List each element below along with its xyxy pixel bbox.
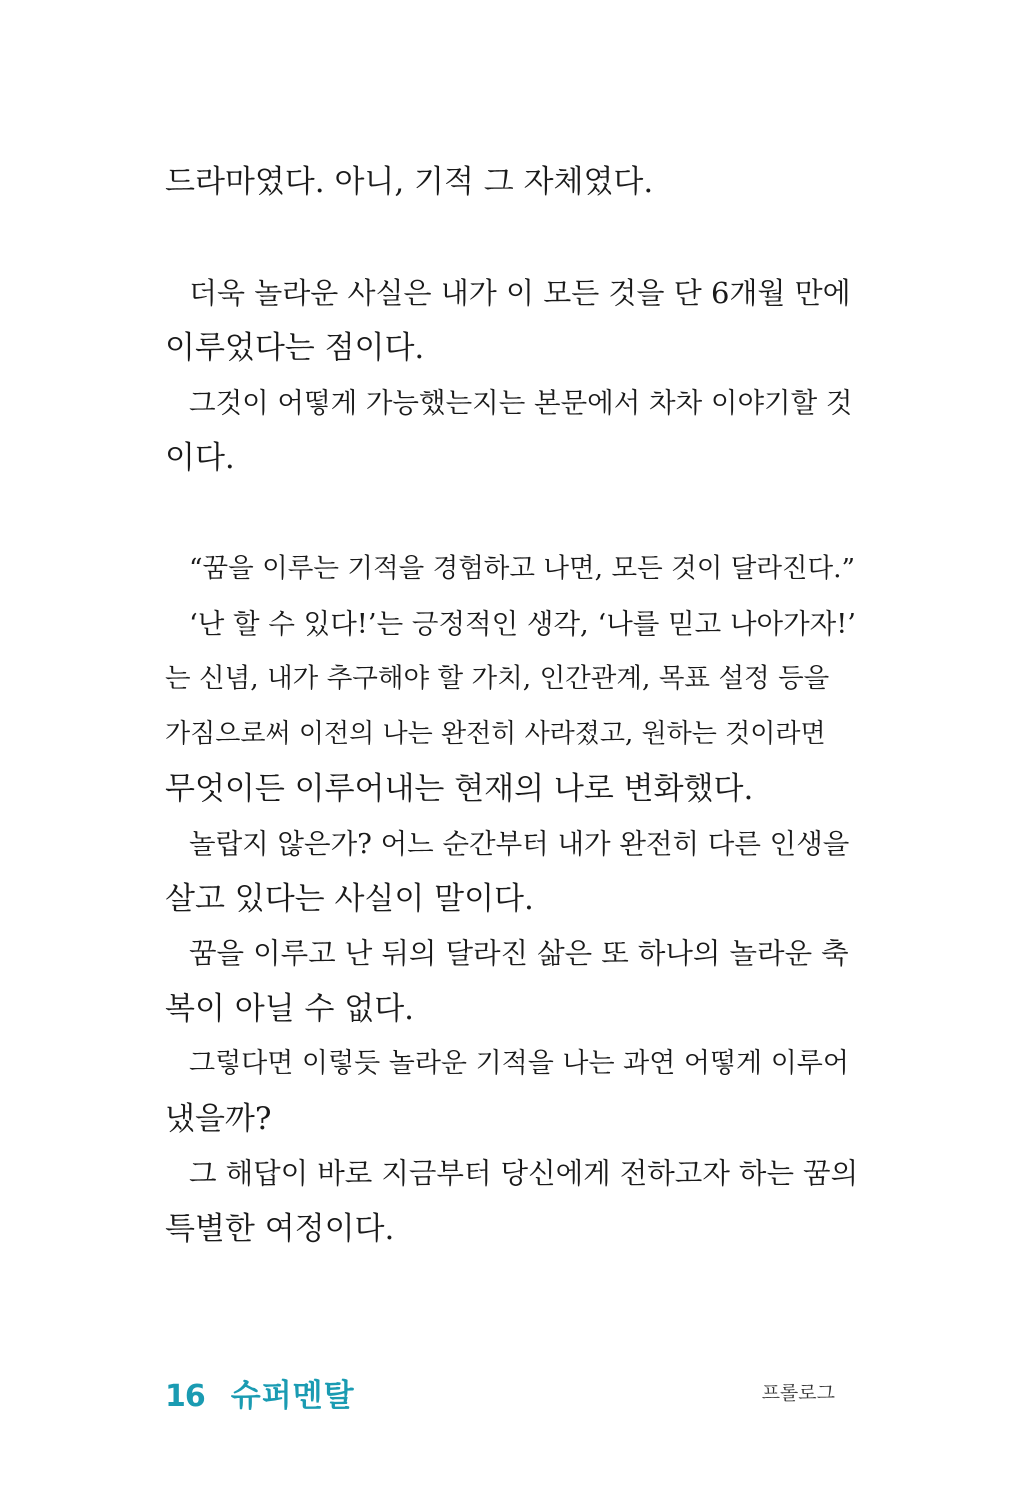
text-line: 그것이 어떻게 가능했는지는 본문에서 차차 이야기할 것 [189,387,853,419]
text-line: 가짐으로써 이전의 나는 완전히 사라졌고, 원하는 것이라면 [165,719,826,749]
text-line: 이다. [165,440,235,476]
text-line: 냈을까? [165,1101,272,1137]
section-title: 프롤로그 [761,1382,835,1404]
text-line: 드라마였다. 아니, 기적 그 자체였다. [165,164,654,200]
footer-left [165,1370,355,1415]
text-line: 더욱 놀라운 사실은 내가 이 모든 것을 단 6개월 만에 [189,276,851,310]
text-line: 특별한 여정이다. [165,1211,395,1247]
text-line: 복이 아닐 수 없다. [165,991,415,1027]
text-line: 꿈을 이루고 난 뒤의 달라진 삶은 또 하나의 놀라운 축 [189,937,849,970]
text-line: 그렇다면 이렇듯 놀라운 기적을 나는 과연 어떻게 이루어 [189,1048,849,1079]
book-title: 슈퍼멘탈 [230,1378,355,1414]
text-line: 살고 있다는 사실이 말이다. [165,881,534,917]
text-line: 놀랍지 않은가? 어느 순간부터 내가 완전히 다른 인생을 [189,828,850,860]
text-line: 이루었다는 점이다. [165,330,425,366]
text-line: 그 해답이 바로 지금부터 당신에게 전하고자 하는 꿈의 [189,1157,859,1190]
text-line: ‘난 할 수 있다!’는 긍정적인 생각, ‘나를 믿고 나아가자!’ [189,608,857,640]
text-line: 는 신념, 내가 추구해야 할 가치, 인간관계, 목표 설정 등을 [165,663,830,694]
text-line: 무엇이든 이루어내는 현재의 나로 변화했다. [165,771,754,807]
page-number: 16 [165,1379,205,1414]
text-line: “꿈을 이루는 기적을 경험하고 나면, 모든 것이 달라진다.” [189,553,856,584]
